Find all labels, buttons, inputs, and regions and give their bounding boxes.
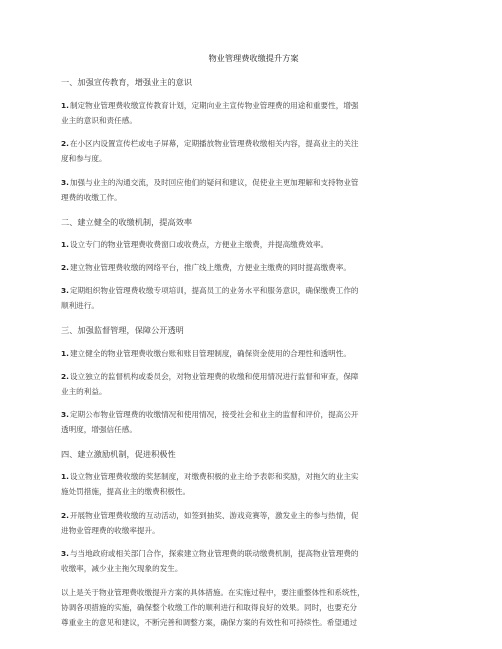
item-line: 施处罚措施，提高业主的缴费积极性。 — [61, 487, 191, 496]
list-item — [61, 98, 436, 128]
item-number: 1. — [61, 240, 69, 249]
item-line: 业主的意识和责任感。 — [61, 116, 137, 125]
item-line: 建立健全的物业管理费收缴台账和账目管理制度，确保资金使用的合理性和透明性。 — [69, 349, 351, 358]
conclusion-line: 以上是关于物业管理费收缴提升方案的具体措施。在实施过程中，要注重整体性和系统性， — [61, 588, 365, 597]
item-number: 3. — [61, 549, 69, 558]
item-line: 建立物业管理费收缴的网络平台，推广线上缴费，方便业主缴费的同时提高缴费率。 — [69, 263, 351, 272]
item-line: 透明度，增强信任感。 — [61, 425, 137, 434]
item-line: 定期组织物业管理费收缴专项培训，提高员工的业务水平和服务意识，确保缴费工作的 — [69, 286, 359, 295]
list-item — [61, 283, 436, 313]
item-line: 设立独立的监督机构或委员会，对物业管理费的收缴和使用情况进行监督和审查，保障 — [69, 372, 359, 381]
list-item — [61, 546, 436, 576]
item-line: 进物业管理费的收缴率提升。 — [61, 526, 160, 535]
item-line: 业主的利益。 — [61, 387, 107, 396]
item-line: 收缴率，减少业主拖欠现象的发生。 — [61, 564, 183, 573]
item-number: 2. — [61, 139, 69, 148]
item-line: 定期公布物业管理费的收缴情况和使用情况，接受社会和业主的监督和评价，提高公开 — [69, 410, 359, 419]
item-number: 2. — [61, 263, 69, 272]
item-number: 2. — [61, 372, 69, 381]
conclusion-paragraph — [61, 585, 436, 630]
item-line: 设立专门的物业管理费收费窗口或收费点，方便业主缴费，并提高缴费效率。 — [69, 240, 329, 249]
item-line: 开展物业管理费收缴的互动活动，如签到抽奖、游戏竞赛等，激发业主的参与热情，促 — [69, 511, 359, 520]
item-line: 加强与业主的沟通交流，及时回应他们的疑问和建议，促使业主更加理解和支持物业管 — [69, 178, 359, 187]
item-line: 理费的收缴工作。 — [61, 193, 122, 202]
list-item — [61, 346, 436, 361]
item-number: 3. — [61, 410, 69, 419]
list-item — [61, 369, 436, 399]
item-number: 1. — [61, 472, 69, 481]
section-heading-4: 四、建立激励机制，促进积极性 — [61, 449, 176, 459]
list-item — [61, 237, 436, 252]
section-heading-1: 一、加强宣传教育，增强业主的意识 — [61, 77, 193, 87]
item-line: 与当地政府或相关部门合作，探索建立物业管理费的联动缴费机制，提高物业管理费的 — [69, 549, 359, 558]
section-heading-3: 三、加强监督管理，保障公开透明 — [61, 325, 184, 335]
list-item — [61, 469, 436, 499]
list-item — [61, 407, 436, 437]
conclusion-line: 协调各项措施的实施，确保整个收缴工作的顺利进行和取得良好的效果。同时，也要充分 — [61, 603, 358, 612]
list-item — [61, 260, 436, 275]
list-item — [61, 508, 436, 538]
item-line: 度和参与度。 — [61, 154, 107, 163]
item-number: 1. — [61, 101, 69, 110]
item-number: 3. — [61, 286, 69, 295]
item-number: 2. — [61, 511, 69, 520]
item-line: 制定物业管理费收缴宣传教育计划，定期向业主宣传物业管理费的用途和重要性，增强 — [69, 101, 359, 110]
list-item — [61, 136, 436, 166]
item-line: 在小区内设置宣传栏或电子屏幕，定期播放物业管理费收缴相关内容，提高业主的关注 — [69, 139, 359, 148]
conclusion-line: 尊重业主的意见和建议，不断完善和调整方案，确保方案的有效性和可持续性。希望通过 — [61, 618, 358, 627]
document-title: 物业管理费收缴提升方案 — [208, 53, 299, 63]
section-heading-2: 二、建立健全的收缴机制，提高效率 — [61, 217, 193, 227]
item-number: 1. — [61, 349, 69, 358]
item-line: 顺利进行。 — [61, 301, 99, 310]
item-line: 设立物业管理费收缴的奖惩制度，对缴费积极的业主给予表彰和奖励，对拖欠的业主实 — [69, 472, 359, 481]
item-number: 3. — [61, 178, 69, 187]
list-item — [61, 175, 436, 205]
